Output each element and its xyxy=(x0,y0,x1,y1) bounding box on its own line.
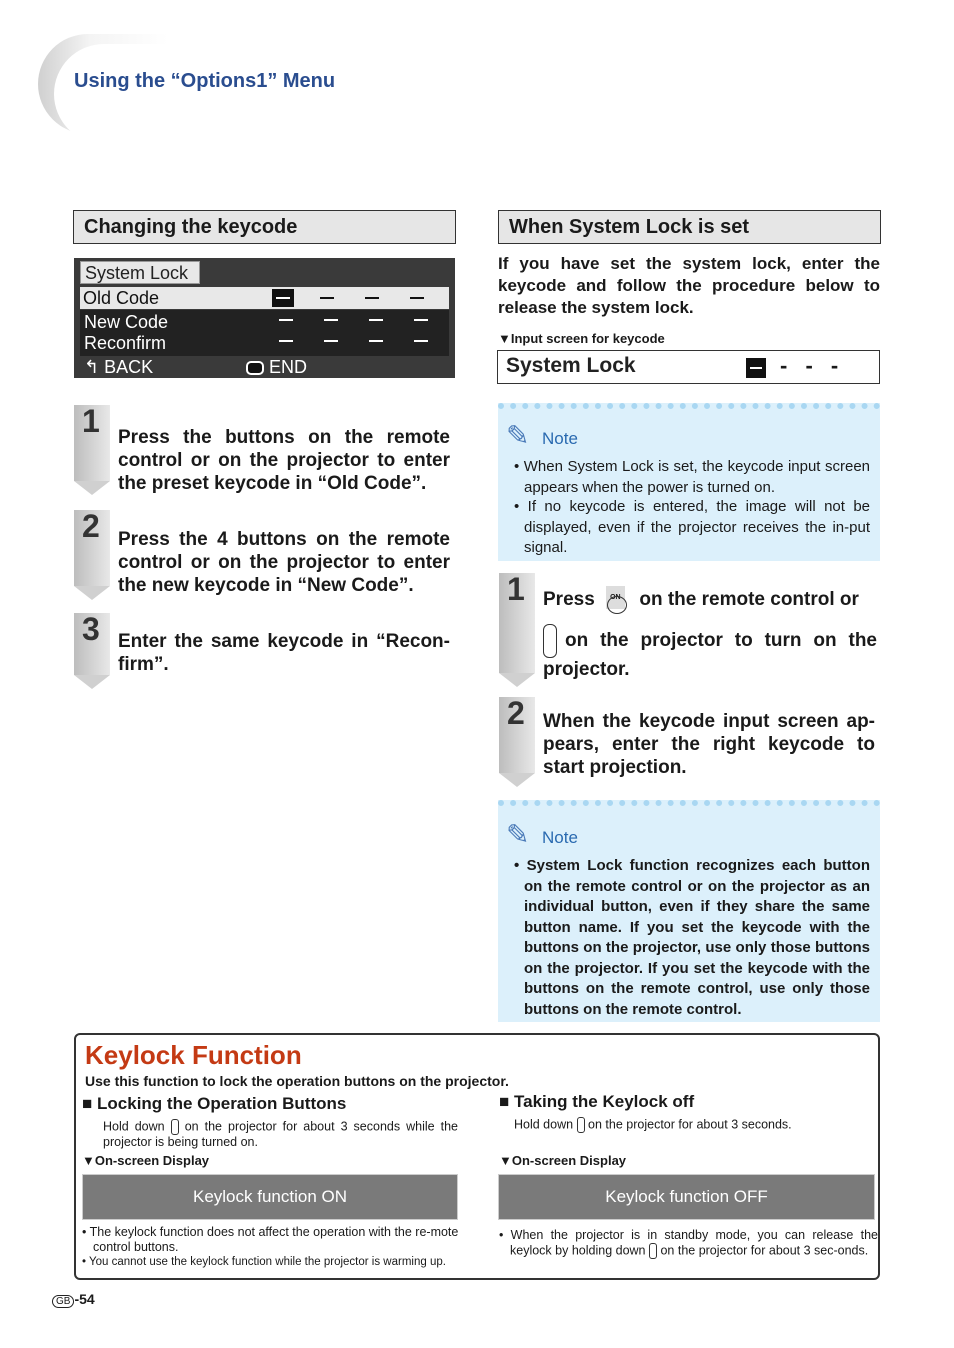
input-screen-label: System Lock xyxy=(506,354,636,377)
back-icon: ↰ xyxy=(84,357,100,377)
input-caption: ▼Input screen for keycode xyxy=(498,331,665,346)
osd-back xyxy=(84,356,153,378)
square-bullet-icon: ■ xyxy=(499,1092,510,1111)
osd-row-label: New Code xyxy=(84,312,169,332)
cursor-block xyxy=(746,358,766,378)
pencil-icon: ✎ xyxy=(506,819,530,850)
locking-heading: ■ Locking the Operation Buttons xyxy=(82,1094,347,1113)
osd-row-old-code xyxy=(80,287,449,309)
keylock-title: Keylock Function xyxy=(85,1040,302,1070)
step-1-text: Press ON on the remote control or on the projector to turn on the projector. xyxy=(543,588,877,681)
changing-keycode-heading: Changing the keycode xyxy=(73,210,456,244)
step-2-text: Press the 4 buttons on the remote control or on the projector to enter the new keycode in “New Code”. xyxy=(118,529,450,596)
note-label: Note xyxy=(542,429,578,448)
system-lock-intro: If you have set the system lock, enter the keycode and follow the procedure below to release the system lock. xyxy=(498,254,880,317)
square-bullet-icon: ■ xyxy=(82,1094,93,1113)
step-2-text: When the keycode input screen ap-pears, enter the right keycode to start projection. xyxy=(543,711,875,778)
osd-row-label: Old Code xyxy=(83,288,160,308)
keycode-input-screen xyxy=(497,350,880,384)
note-item: • When System Lock is set, the keycode input screen appears when the power is turned on. xyxy=(514,458,871,496)
page-title: Using the “Options1” Menu xyxy=(74,70,336,92)
note-box-2 xyxy=(498,800,880,1022)
note-box-1 xyxy=(498,403,880,561)
osd-row-label: Reconfirm xyxy=(84,333,167,353)
projector-on-icon xyxy=(543,624,557,658)
step-3-text: Enter the same keycode in “Recon-firm”. xyxy=(118,631,450,675)
step-number-2: 2 xyxy=(499,697,535,773)
note-label: Note xyxy=(542,828,578,847)
step-number-1: 1 xyxy=(74,405,110,481)
osd-title: System Lock xyxy=(80,261,200,284)
taking-off-desc: Hold down on the projector for about 3 seconds. xyxy=(514,1117,792,1132)
step-number-3: 3 xyxy=(74,613,110,675)
input-dashes: - - - xyxy=(780,353,845,378)
osd-row-reconfirm xyxy=(84,332,449,354)
osd-back-label: BACK xyxy=(104,357,154,377)
locking-note: • The keylock function does not affect the operation with the re-mote control buttons. xyxy=(82,1225,459,1254)
note-item: • If no keycode is entered, the image will not be displayed, even if the projector receives the in-put signal. xyxy=(514,498,871,556)
system-lock-heading: When System Lock is set xyxy=(498,210,881,244)
cursor-block xyxy=(272,289,294,307)
keylock-off-osd: Keylock function OFF xyxy=(498,1174,875,1220)
osd-end-label: END xyxy=(269,357,308,377)
keylock-function-box xyxy=(74,1033,880,1280)
locking-note: • You cannot use the keylock function while the projector is warming up. xyxy=(82,1256,446,1268)
pencil-icon: ✎ xyxy=(506,420,530,451)
keylock-button-icon xyxy=(171,1119,179,1135)
header-decoration-inner xyxy=(54,44,174,144)
osd-row-new-code xyxy=(84,311,449,333)
page-number: GB -54 xyxy=(52,1291,95,1308)
taking-off-caption: ▼On-screen Display xyxy=(499,1153,627,1168)
step-1-text: Press the buttons on the remote control or on the projector to enter the preset keycode in “Old Code”. xyxy=(118,427,450,494)
taking-off-note: • When the projector is in standby mode, you can release the keylock by holding down on the projector for about 3 sec-onds. xyxy=(499,1228,878,1258)
note-item: • System Lock function recognizes each button on the remote control or on the projector as an individual button, even if they share the same button name. If you set the keycode with the buttons on the projector, use only those buttons on the projector. If you set the keycode with the buttons on the remote control, use only those buttons on the remote control. xyxy=(514,857,870,1018)
locking-desc: Hold down on the projector for about 3 seconds while the projector is being turned on. xyxy=(103,1119,458,1149)
region-badge: GB xyxy=(52,1295,74,1308)
keylock-subtitle: Use this function to lock the operation buttons on the projector. xyxy=(85,1073,509,1089)
osd-end xyxy=(246,356,307,378)
keylock-on-osd: Keylock function ON xyxy=(82,1174,458,1220)
locking-caption: ▼On-screen Display xyxy=(82,1153,210,1168)
keylock-button-icon xyxy=(577,1117,585,1133)
system-lock-osd xyxy=(74,258,455,378)
enter-button-icon xyxy=(246,361,264,375)
keylock-button-icon xyxy=(649,1243,657,1259)
step-number-1: 1 xyxy=(499,573,535,673)
taking-off-heading: ■ Taking the Keylock off xyxy=(499,1092,695,1111)
on-button-icon: ON xyxy=(604,588,630,612)
step-number-2: 2 xyxy=(74,510,110,586)
